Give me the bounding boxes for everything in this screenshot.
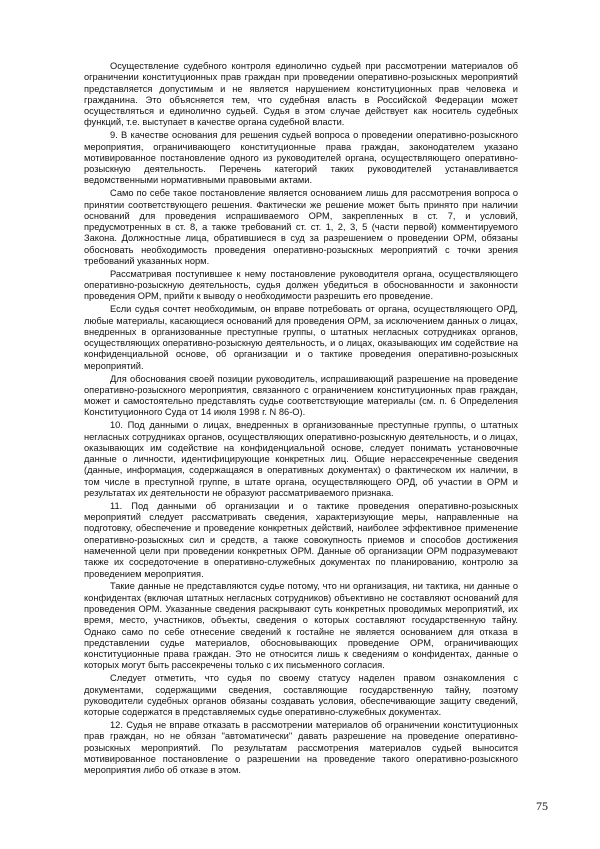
paragraph-request-materials: Если судья сочтет необходимым, он вправе потребовать от органа, осуществляющего ОРД, любые материалы, касающиеся оснований для проведения ОРМ, за исключением данных о лицах, внедренных в организованные преступные группы, о штатных негласных сотрудниках органов, осуществляющих оперативно-розыскную деятельность, и о лицах, оказывающих им содействие на конфиденциальной основе, об организации и о тактике проведения оперативно-розыскных мероприятий. xyxy=(84,304,518,371)
page-number: 75 xyxy=(536,799,548,813)
paragraph-justification: Для обоснования своей позиции руководитель, испрашивающий разрешение на проведение оперативно-розыскного мероприятия, связанного с ограничением конституционных прав граждан, может и самостоятельно представлять судье соответствующие материалы (см. п. 6 Определения Конституционного Суда от 14 июля 1998 г. N 86-О). xyxy=(84,373,518,418)
paragraph-court-control: Осуществление судебного контроля единолично судьей при рассмотрении материалов об ограничении конституционных прав граждан при проведении оперативно-розыскных мероприятий представляется допустимым и не является нарушением конституционных прав человека и гражданина. Это объясняется тем, что судебная власть в Российской Федерации может осуществляться и единолично судьей. Судья в этом случае действует как носитель судебных функций, т.е. выступает в качестве органа судебной власти. xyxy=(84,61,518,128)
paragraph-judge-status: Следует отметить, что судья по своему статусу наделен правом ознакомления с документами, содержащими сведения, составляющие государственную тайну, поэтому руководители судебных органов обязаны создавать условия, обеспечивающие защиту сведений, которые содержатся в представляемых судье оперативно-служебных документах. xyxy=(84,673,518,718)
paragraph-judge-review: Рассматривая поступившее к нему постановление руководителя органа, осуществляющего оперативно-розыскную деятельность, судья должен убедиться в обоснованности и законности проведения ОРМ, прийти к выводу о необходимости разрешить его проведение. xyxy=(84,268,518,302)
paragraph-9-basis: 9. В качестве основания для решения судьей вопроса о проведении оперативно-розыскного мероприятия, ограничивающего конституционные права граждан, законодателем указано мотивированное постановление одного из руководителей органа, осуществляющего оперативно-розыскную деятельность. Перечень категорий таких руководителей устанавливается ведомственными нормативными правовыми актами. xyxy=(84,130,518,186)
paragraph-11-tactics: 11. Под данными об организации и о тактике проведения оперативно-розыскных мероприятий следует рассматривать сведения, характеризующие меры, направленные на подготовку, обеспечение и проведение конкретных действий, наиболее эффективное применение оперативно-розыскных сил и средств, а также совокупность приемов и способов достижения намеченной цели при проведении конкретных ОРМ. Данные об организации ОРМ подразумевают также их сосредоточение в оперативно-служебных документах по планированию, контролю за проведением мероприятия. xyxy=(84,500,518,579)
paragraph-decree-grounds: Само по себе такое постановление является основанием лишь для рассмотрения вопроса о принятии соответствующего решения. Фактически же решение может быть принято при наличии оснований для проведения испрашиваемого ОРМ, закрепленных в ст. 7, и условий, предусмотренных в ст. 8, а также требований ст. ст. 1, 2, 3, 5 (части первой) комментируемого Закона. Должностные лица, обратившиеся в суд за разрешением о проведении ОРМ, обязаны обосновать необходимость проведения оперативно-розыскных мероприятий с точки зрения требований указанных норм. xyxy=(84,188,518,267)
paragraph-state-secret: Такие данные не представляются судье потому, что ни организация, ни тактика, ни данные о конфидентах (включая штатных негласных сотрудников) объективно не составляют оснований для проведения ОРМ. Указанные сведения раскрывают суть конкретных проводимых мероприятий, их время, место, участников, объекты, сведения о которых составляют государственную тайну. Однако само по себе отнесение сведений к гостайне не является основанием для отказа в представлении судье материалов, обосновывающих проведение ОРМ, ограничивающих конституционные права граждан. Это не относится лишь к сведениям о конфидентах, данные о которых могут быть рассекречены только с их письменного согласия. xyxy=(84,581,518,671)
paragraph-12-refusal: 12. Судья не вправе отказать в рассмотрении материалов об ограничении конституционных прав граждан, но не обязан "автоматически" давать разрешение на проведение оперативно-розыскных мероприятий. По результатам рассмотрения материалов судьей выносится мотивированное постановление о разрешении на проведение такого оперативно-розыскного мероприятия либо об отказе в этом. xyxy=(84,719,518,776)
paragraph-10-persons: 10. Под данными о лицах, внедренных в организованные преступные группы, о штатных негласных сотрудниках органов, осуществляющих оперативно-розыскную деятельность, и о лицах, оказывающих им содействие на конфиденциальной основе, следует понимать установочные данные о личности, идентифицирующие конкретных лиц. Общие нерассекреченные сведения (данные, информация, содержащаяся в оперативных документах) о фактическом их наличии, в том числе в преступной группе, в штате органа, осуществляющего ОРД, об участии в ОРМ и результатах их деятельности не образуют рассматриваемого признака. xyxy=(84,420,518,498)
body-text xyxy=(84,61,518,776)
